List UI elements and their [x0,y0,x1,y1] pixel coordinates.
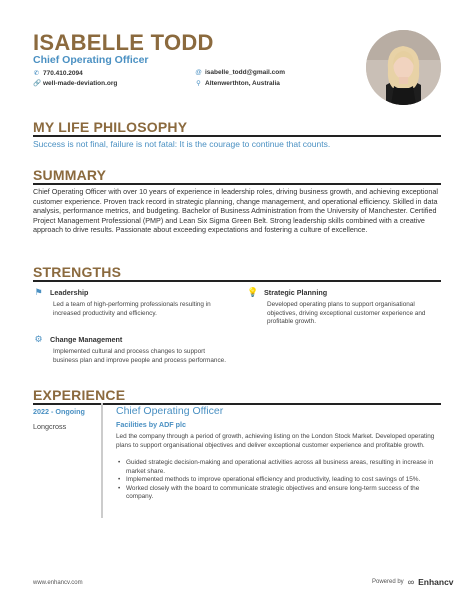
at-icon: @ [195,69,202,76]
website-text[interactable]: well-made-deviation.org [43,79,118,87]
experience-description: Led the company through a period of growth, achieving listing on the London Stock Market. Developed operating plans to support organisational objectives and deliver exceptional customer experience and profitable growth. [116,433,435,449]
enhancv-logo-icon: ∞ [407,577,415,587]
experience-bullet: • Guided strategic decision-making and operational activities across all business areas, resulting in increase in market share. [116,459,442,476]
philosophy-quote: Success is not final, failure is not fatal: It is the courage to continue that counts. [33,139,331,149]
phone-icon: ✆ [33,70,40,77]
experience-bullet: • Implemented methods to improve operational efficiency and productivity, leading to cost savings of 15%. [116,476,442,485]
footer-brand: Enhancv [418,577,454,587]
summary-text: Chief Operating Officer with over 10 years of experience in leadership roles, driving business growth, and achieving exceptional customer experience. Proven track record in strategic planning, change management, and operational efficiency. Skilled in data analysis, performance metrics, and budgeting. Bachelor of Business Administration from the University of Manchester. Certified Project Management Professional (PMP) and Lean Six Sigma Green Belt. Strong leadership skills combined with a creative approach to drive results. Passionate about exceeding expectations and fostering a culture of excellence. [33,187,438,235]
strength-name: Leadership [50,288,89,297]
summary-divider [33,183,441,185]
candidate-name: ISABELLE TODD [33,30,214,55]
strength-item [247,287,442,327]
strength-item [33,287,228,318]
experience-date: 2022 - Ongoing [33,407,85,416]
experience-bullets [116,459,442,502]
contact-location [195,79,280,87]
contact-phone [33,69,83,77]
contact-website[interactable] [33,79,117,87]
strength-name: Strategic Planning [264,288,328,297]
candidate-role: Chief Operating Officer [33,54,149,66]
experience-bullet: • Worked closely with the board to communicate strategic objectives and ensure long-term success of the company. [116,485,442,502]
experience-job-title: Chief Operating Officer [116,405,224,417]
flag-icon: ⚑ [34,287,43,297]
location-text: Altenwerthton, Australia [205,79,280,87]
strength-desc: Developed operating plans to support organisational objectives, driving exceptional customer experience and profitable growth. [267,301,426,326]
strength-desc: Led a team of high-performing professionals resulting in increased productivity and efficiency. [53,301,211,317]
profile-photo-image [366,30,441,105]
profile-photo [366,30,441,105]
experience-location: Longcross [33,422,67,431]
strength-name: Change Management [50,335,123,344]
link-icon: 🔗 [33,80,42,87]
lightbulb-icon: 💡 [247,287,259,297]
footer-website[interactable]: www.enhancv.com [33,580,83,586]
philosophy-title: MY LIFE PHILOSOPHY [33,119,188,135]
phone-text: 770.410.2094 [43,69,83,77]
location-pin-icon: ⚲ [196,80,201,87]
gear-icon: ⚙ [34,334,43,344]
strength-desc: Implemented cultural and process changes to support business plan and improve people and process performance. [53,348,227,364]
footer-powered-by[interactable] [372,577,454,587]
philosophy-divider [33,135,441,137]
experience-title: EXPERIENCE [33,387,126,403]
experience-divider [33,403,441,405]
strengths-divider [33,280,441,282]
experience-timeline [101,403,103,518]
summary-title: SUMMARY [33,167,107,183]
contact-email[interactable] [195,69,285,76]
strengths-title: STRENGTHS [33,264,122,280]
strength-item [33,334,228,365]
footer-powered-text: Powered by [372,579,404,585]
experience-company: Facilities by ADF plc [116,420,187,429]
email-text[interactable]: isabelle_todd@gmail.com [205,69,286,76]
